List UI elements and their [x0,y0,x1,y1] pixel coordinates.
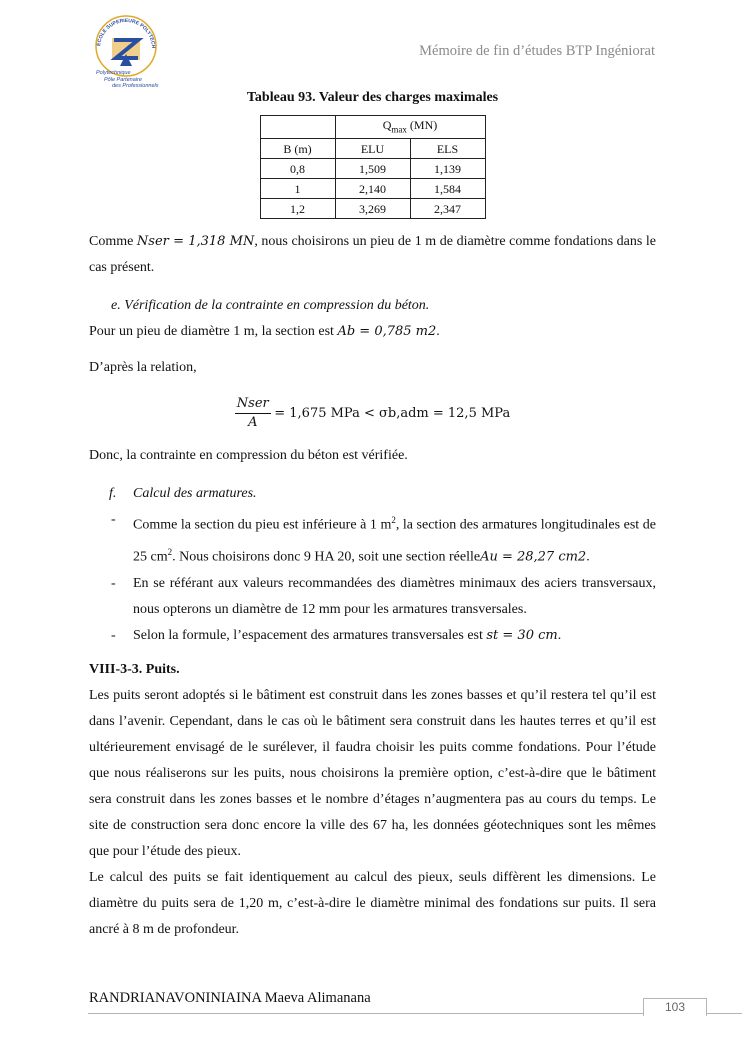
equation-fraction: $\frac{\text{Nser}}{A}$ [236,396,269,431]
cell-els: 1,584 [410,179,485,199]
max-loads-table [260,115,486,219]
footer-author: RANDRIANAVONINIAINA Maeva Alimanana [89,990,371,1006]
paragraph-verified: Donc, la contrainte en compression du béton est vérifiée. [89,448,408,464]
paragraph-puits-2: Le calcul des puits se fait identiquement au calcul des pieux, seuls diffèrent les dimensions. Le diamètre du puits sera de 1,20 m, c’est-à-dire le diamètre minimal des fondations sur puits. Il sera ancré à 8 m de profondeur. [89,869,656,937]
page-body [89,86,656,943]
logo-arc-text: ECOLE SUPERIEURE POLYTECH [96,17,157,49]
qmax-header: $Q_{max}$ (MN) [335,116,485,139]
col-header-b: B (m) [260,139,335,159]
equation-rest: = 1,675 MPa < σb,adm = 12,5 MPa [274,405,511,421]
cell-elu: 2,140 [335,179,410,199]
logo-line-1: Polytechnique [96,70,131,76]
page-number: 103 [643,998,707,1016]
table-row [260,179,485,199]
cell-b: 0,8 [260,159,335,179]
logo-line-2: Pôle Partenaire [104,76,142,83]
paragraph-puits-1: Les puits seront adoptés si le bâtiment est construit dans les zones basses et qu’il restera tel qu’il est dans l’avenir. Cependant, dans le cas où le bâtiment sera construit dans les hautes terres et qu’il est ultérieurement envisagé de le surélever, il faudra choisir les puits comme fondations. Pour l’étude que nous réaliserons sur les puits, nous choisirons la première option, c’est-à-dire que le bâtiment sera construit dans les zones basses et le nombre d’étages n’augmentera pas au cours du temps. Le site de construction sera donc encore la ville des 67 ha, les données géotechniques sont les mêmes que pour l’étude des pieux. [89,687,656,859]
list-item: - En se référant aux valeurs recommandées des diamètres minimaux des aciers transversaux, nous opterons un diamètre de 12 mm pour les armatures transversales. [111,575,656,617]
cell-elu: 3,269 [335,199,410,219]
table-caption: Tableau 93. Valeur des charges maximales [246,90,499,105]
table-row [260,159,485,179]
paragraph-relation: D’après la relation, [89,360,197,376]
col-header-els: ELS [410,139,485,159]
cell-elu: 1,509 [335,159,410,179]
section-heading-puits: VIII-3-3. Puits. [89,661,180,677]
section-f-title: f. Calcul des armatures. [109,486,257,502]
cell-b: 1 [260,179,335,199]
table-corner-cell [260,116,335,139]
section-e-title: e. Vérification de la contrainte en compression du béton. [111,298,430,314]
logo-line-3: des Professionnels [112,83,159,89]
stress-equation [89,395,656,435]
running-title: Mémoire de fin d’études BTP Ingéniorat [419,43,655,59]
paragraph-nser: Comme Nser = 1,318 MN, nous choisirons un pieu de 1 m de diamètre comme fondations dans le cas présent. [89,234,656,276]
col-header-elu: ELU [335,139,410,159]
math-au: Au = 28,27 cm2 [480,549,587,565]
cell-b: 1,2 [260,199,335,219]
math-nser: Nser = 1,318 MN [136,234,255,250]
math-st: st = 30 cm [486,627,558,643]
cell-els: 2,347 [410,199,485,219]
table-row [260,199,485,219]
list-item: - Selon la formule, l’espacement des armatures transversales est st = 30 cm. [111,627,562,643]
list-item: - Comme la section du pieu est inférieure à 1 $m^2$, la section des armatures longitudinales est de 25 $cm^2$. Nous choisirons donc 9 HA 20, soit une section réelleAu = 28,27 cm2. [111,512,656,565]
math-ab: Ab = 0,785 m2 [337,324,437,340]
cell-els: 1,139 [410,159,485,179]
paragraph-section: Pour un pieu de diamètre 1 m, la section est Ab = 0,785 m2. [89,324,440,340]
